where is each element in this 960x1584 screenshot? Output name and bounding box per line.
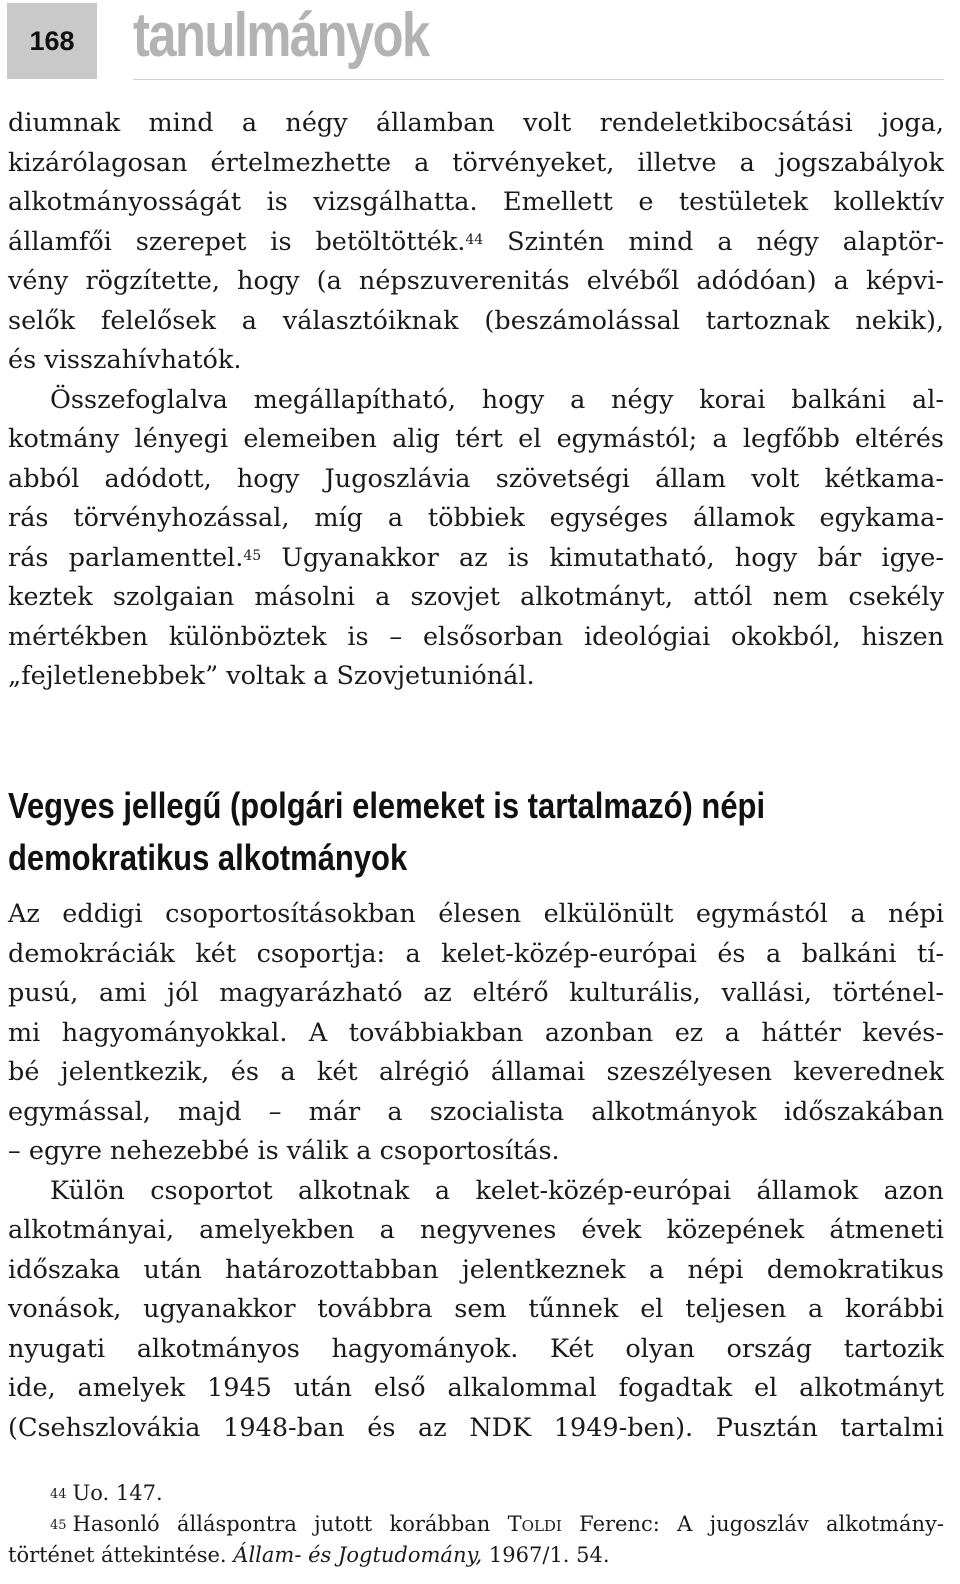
body-section-2 [8, 895, 944, 1448]
footnote-text: Uo. 147. [72, 1481, 163, 1505]
text-line: (Csehszlovákia 1948-ban és az NDK 1949-ben). Pusztán tartalmi [8, 1412, 944, 1443]
page-header [0, 0, 960, 84]
heading-line: demokratikus alkotmányok [8, 837, 408, 878]
text-line [8, 223, 944, 263]
text-fragment: Szintén mind a négy alaptör- [483, 226, 944, 257]
text-line: és visszahívhatók. [8, 345, 242, 375]
paragraph-3 [8, 895, 944, 1172]
text-line: Külön csoportot alkotnak a kelet-közép-európai államok azon [50, 1175, 944, 1206]
section-heading [8, 780, 813, 884]
footnote-number: 44 [50, 1487, 67, 1502]
text-line: abból adódott, hogy Jugoszlávia szövetségi állam volt kétkama- [8, 463, 944, 494]
text-line: alkotmányai, amelyekben a negyvenes évek közepének átmeneti [8, 1215, 944, 1245]
footnote-text: 1967/1. 54. [488, 1543, 610, 1567]
footnote-ref-44[interactable]: 44 [465, 231, 484, 248]
text-line: pusú, ami jól magyarázható az eltérő kulturális, vallási, történel- [8, 978, 944, 1008]
section-title: tanulmányok [133, 1, 429, 70]
footnote-text: történet áttekintése. [8, 1543, 227, 1567]
text-line: időszaka után határozottabban jelentkeznek a népi demokratikus [8, 1254, 944, 1285]
text-line: Az eddigi csoportosításokban élesen elkülönült egymástól a népi [8, 899, 944, 929]
footnote-text: Hasonló álláspontra jutott korábban [72, 1512, 491, 1536]
footnote-45 [8, 1509, 944, 1571]
footnotes [8, 1478, 944, 1571]
text-fragment: rás parlamenttel. [8, 542, 244, 573]
text-line: ide, amelyek 1945 után első alkalommal fogadtak el alkotmányt [8, 1373, 944, 1403]
text-line: kizárólagosan értelmezhette a törvényeket, illetve a jogszabályok [8, 147, 944, 178]
text-line: vonások, ugyanakkor továbbra sem tűnnek el teljesen a korábbi [8, 1294, 944, 1324]
text-line: – egyre nehezebbé is válik a csoportosítás. [8, 1136, 560, 1166]
text-line: bé jelentkezik, és a két alrégió államai szeszélyesen keverednek [8, 1057, 944, 1087]
footnote-44 [8, 1478, 944, 1509]
text-line: vény rögzítette, hogy (a népszuverenitás elvéből adódóan) a képvi- [8, 266, 944, 296]
text-line: nyugati alkotmányos hagyományok. Két olyan ország tartozik [8, 1333, 944, 1364]
text-line [8, 539, 944, 579]
header-rule [133, 79, 944, 80]
page-number: 168 [7, 3, 97, 79]
text-fragment: Ugyanakkor az is kimutatható, hogy bár igye- [261, 542, 945, 573]
footnote-ref-45[interactable]: 45 [243, 547, 262, 564]
footnote-number: 45 [50, 1518, 67, 1533]
text-line: egymással, majd – már a szocialista alkotmányok időszakában [8, 1096, 944, 1127]
text-line: Összefoglalva megállapítható, hogy a négy korai balkáni al- [50, 384, 944, 415]
heading-line: Vegyes jellegű (polgári elemeket is tartalmazó) népi [8, 785, 766, 826]
text-line: mértékben különböztek is – elsősorban ideológiai okokból, hiszen [8, 621, 944, 652]
text-line: „fejletlenebbek” voltak a Szovjetuniónál. [8, 661, 535, 691]
text-line: diumnak mind a négy államban volt rendeletkibocsátási joga, [8, 108, 944, 138]
footnote-line [8, 1540, 944, 1571]
author-name: Toldi [507, 1512, 562, 1536]
text-line: alkotmányosságát is vizsgálhatta. Emellett e testületek kollektív [8, 187, 944, 217]
text-line: kotmány lényegi elemeiben alig tért el egymástól; a legfőbb eltérés [8, 424, 944, 454]
text-line: keztek szolgaian másolni a szovjet alkotmányt, attól nem csekély [8, 582, 944, 612]
paragraph-1 [8, 104, 944, 381]
text-fragment: államfői szerepet is betöltötték. [8, 226, 466, 257]
journal-title: Állam- és Jogtudomány, [233, 1543, 483, 1567]
paragraph-4 [8, 1172, 944, 1449]
body-section-1 [8, 104, 944, 697]
paragraph-2 [8, 381, 944, 421]
text-line: rás törvényhozással, míg a többiek egységes államok egykama- [8, 503, 944, 533]
text-line: demokráciák két csoportja: a kelet-közép-európai és a balkáni tí- [8, 938, 944, 969]
text-line: mi hagyományokkal. A továbbiakban azonban ez a háttér kevés- [8, 1017, 944, 1048]
text-line: selők felelősek a választóiknak (beszámolással tartoznak nekik), [8, 305, 944, 336]
footnote-text: Ferenc: A jugoszláv alkotmány- [579, 1512, 944, 1536]
paragraph-2-cont [8, 420, 944, 697]
footnote-line [8, 1509, 944, 1540]
